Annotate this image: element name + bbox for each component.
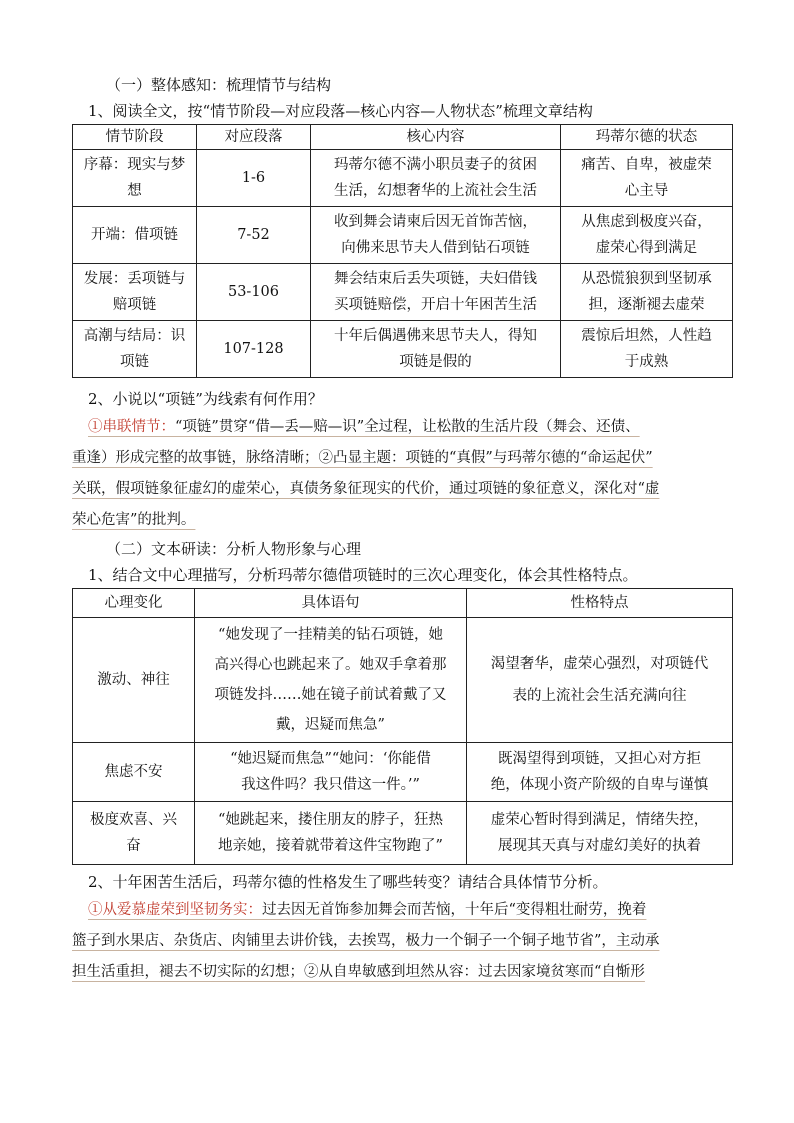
answer-2-2 bbox=[72, 895, 732, 988]
answer-line: ①从爱慕虚荣到坚韧务实：过去因无首饰参加舞会而苦恼，十年后“变得粗壮耐劳，挽着 bbox=[88, 902, 647, 918]
quote-cell: “她跳起来，搂住朋友的脖子，狂热 地亲她，接着就带着这件宝物跑了” bbox=[195, 802, 467, 865]
table-row bbox=[73, 743, 733, 802]
header-cell: 情节阶段 bbox=[73, 125, 197, 150]
stage-cell: 发展：丢项链与 赔项链 bbox=[73, 264, 197, 321]
paragraphs-cell: 7-52 bbox=[197, 207, 311, 264]
answer-line: 篮子到水果店、杂货店、肉铺里去讲价钱，去挨骂，极力一个铜子一个铜子地节省”，主动承 bbox=[72, 933, 660, 949]
header-cell: 心理变化 bbox=[73, 589, 195, 618]
table-row bbox=[73, 264, 733, 321]
table-row bbox=[73, 150, 733, 207]
table-header-row bbox=[73, 125, 733, 150]
answer-line: 担生活重担，褪去不切实际的幻想；②从自卑敏感到坦然从容：过去因家境贫寒而“自惭形 bbox=[72, 964, 645, 980]
paragraphs-cell: 1-6 bbox=[197, 150, 311, 207]
quote-cell: “她迟疑而焦急”“她问：‘你能借 我这件吗？我只借这一件。’” bbox=[195, 743, 467, 802]
trait-cell: 渴望奢华，虚荣心强烈，对项链代 表的上流社会生活充满向往 bbox=[467, 618, 733, 743]
state-cell: 从恐慌狼狈到坚韧承 担，逐渐褪去虚荣 bbox=[561, 264, 733, 321]
table-row bbox=[73, 618, 733, 743]
table-row bbox=[73, 207, 733, 264]
change-cell: 极度欢喜、兴 奋 bbox=[73, 802, 195, 865]
stage-cell: 高潮与结局：识 项链 bbox=[73, 321, 197, 378]
header-cell: 核心内容 bbox=[311, 125, 561, 150]
state-cell: 痛苦、自卑，被虚荣 心主导 bbox=[561, 150, 733, 207]
section-heading-1: （一）整体感知：梳理情节与结构 bbox=[106, 76, 332, 94]
state-cell: 震惊后坦然，人性趋 于成熟 bbox=[561, 321, 733, 378]
content-cell: 玛蒂尔德不满小职员妻子的贫困 生活，幻想奢华的上流社会生活 bbox=[311, 150, 561, 207]
paragraphs-cell: 53-106 bbox=[197, 264, 311, 321]
trait-cell: 虚荣心暂时得到满足，情绪失控， 展现其天真与对虚幻美好的执着 bbox=[467, 802, 733, 865]
table-header-row bbox=[73, 589, 733, 618]
header-cell: 性格特点 bbox=[467, 589, 733, 618]
plot-structure-table bbox=[72, 124, 733, 378]
content-cell: 收到舞会请柬后因无首饰苦恼， 向佛来思节夫人借到钻石项链 bbox=[311, 207, 561, 264]
section-heading-2: （二）文本研读：分析人物形象与心理 bbox=[106, 540, 362, 558]
quote-cell: “她发现了一挂精美的钻石项链，她 高兴得心也跳起来了。她双手拿着那 项链发抖……她在镜子前试着戴了又 戴，迟疑而焦急” bbox=[195, 618, 467, 743]
answer-line: 重逢）形成完整的故事链，脉络清晰；②凸显主题：项链的“真假”与玛蒂尔德的“命运起伏” bbox=[72, 450, 653, 466]
question-1-1: 1、阅读全文，按“情节阶段—对应段落—核心内容—人物状态”梳理文章结构 bbox=[88, 102, 593, 120]
stage-cell: 开端：借项链 bbox=[73, 207, 197, 264]
answer-line: 荣心危害”的批判。 bbox=[72, 512, 196, 528]
trait-cell: 既渴望得到项链，又担心对方拒 绝，体现小资产阶级的自卑与谨慎 bbox=[467, 743, 733, 802]
answer-1-2 bbox=[72, 412, 732, 536]
content-cell: 十年后偶遇佛来思节夫人，得知 项链是假的 bbox=[311, 321, 561, 378]
psychology-table bbox=[72, 588, 733, 865]
question-1-2: 2、小说以“项链”为线索有何作用？ bbox=[88, 390, 323, 408]
paragraphs-cell: 107-128 bbox=[197, 321, 311, 378]
answer-line: ①串联情节：“项链”贯穿“借—丢—赔—识”全过程，让松散的生活片段（舞会、还债、 bbox=[88, 419, 640, 435]
question-2-1: 1、结合文中心理描写，分析玛蒂尔德借项链时的三次心理变化，体会其性格特点。 bbox=[88, 566, 638, 584]
header-cell: 对应段落 bbox=[197, 125, 311, 150]
question-2-2: 2、十年困苦生活后，玛蒂尔德的性格发生了哪些转变？请结合具体情节分析。 bbox=[88, 873, 608, 891]
header-cell: 具体语句 bbox=[195, 589, 467, 618]
change-cell: 激动、神往 bbox=[73, 618, 195, 743]
table-row bbox=[73, 802, 733, 865]
change-cell: 焦虑不安 bbox=[73, 743, 195, 802]
state-cell: 从焦虑到极度兴奋， 虚荣心得到满足 bbox=[561, 207, 733, 264]
table-row bbox=[73, 321, 733, 378]
document-page bbox=[72, 72, 732, 988]
header-cell: 玛蒂尔德的状态 bbox=[561, 125, 733, 150]
content-cell: 舞会结束后丢失项链，夫妇借钱 买项链赔偿，开启十年困苦生活 bbox=[311, 264, 561, 321]
stage-cell: 序幕：现实与梦 想 bbox=[73, 150, 197, 207]
answer-line: 关联，假项链象征虚幻的虚荣心，真债务象征现实的代价，通过项链的象征意义，深化对“虚 bbox=[72, 481, 660, 497]
